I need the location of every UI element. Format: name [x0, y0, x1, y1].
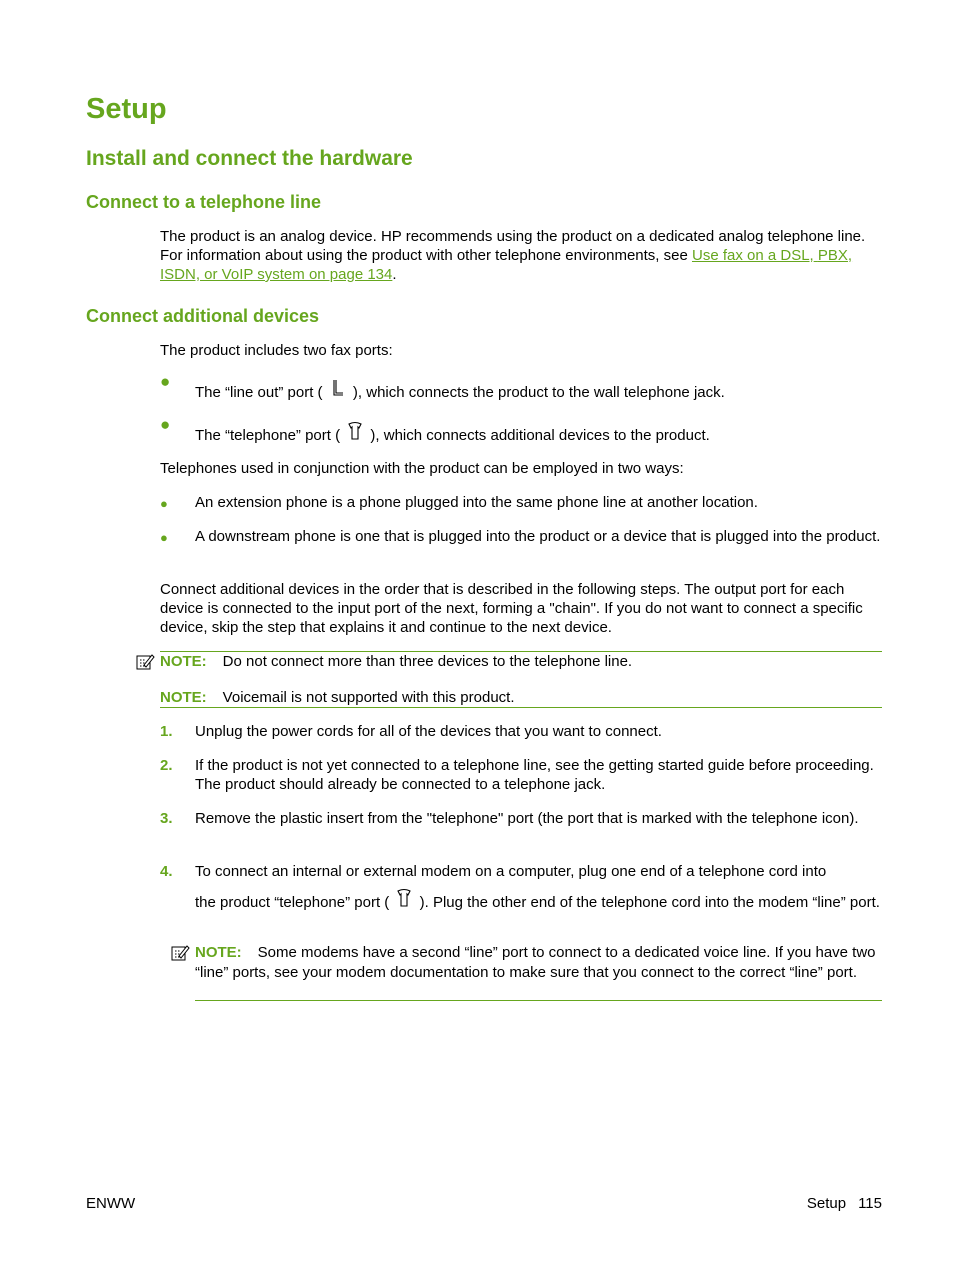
chain-paragraph: Connect additional devices in the order that is described in the following steps. The output port for each device is connected to the input port of the next, forming a "chain". If you do not want to connect a specific device, skip the step that explains it and continue to the next device. — [160, 581, 863, 636]
step-4-line1: To connect an internal or external modem on a computer, plug one end of a telephone cord into — [195, 863, 827, 880]
note-three-devices: NOTE: Do not connect more than three devices to the telephone line. — [160, 653, 633, 670]
step-number: 3. — [160, 810, 173, 827]
step-1-text: Unplug the power cords for all of the devices that you want to connect. — [195, 723, 662, 740]
bullet-icon: ● — [160, 372, 171, 391]
step-2-text: If the product is not yet connected to a telephone line, see the getting started guide before proceeding. The product should already be connected to a telephone jack. — [195, 757, 874, 793]
note-bottom-rule — [160, 707, 882, 708]
subheading-telephone-line: Connect to a telephone line — [86, 192, 322, 212]
telephone-port-icon — [395, 888, 413, 910]
step-number: 2. — [160, 757, 173, 774]
footer-right — [807, 1194, 882, 1213]
ways-intro: Telephones used in conjunction with the product can be employed in two ways: — [160, 460, 684, 477]
line-out-port-icon — [329, 378, 347, 400]
dsl-voip-link[interactable]: Use fax on a DSL, PBX, ISDN, or VoIP system on page 134 — [160, 247, 853, 283]
list-item-extension-phone: An extension phone is a phone plugged into the same phone line at another location. — [195, 494, 758, 511]
telephone-port-icon — [346, 421, 364, 443]
footer-left: ENWW — [86, 1195, 136, 1212]
section-heading: Install and connect the hardware — [86, 147, 413, 170]
note-bottom-rule — [195, 1000, 882, 1001]
note-modem-line-ports: NOTE: Some modems have a second “line” port to connect to a dedicated voice line. If you have two “line” ports, see your modem documentation to make sure that you connect to the correct “line” port. — [195, 944, 876, 981]
bullet-icon: ● — [160, 530, 168, 545]
telephone-line-paragraph: The product is an analog device. HP recommends using the product on a dedicated analog telephone line. For information about using the product with other telephone environments, see Use fax on a DSL, PBX, ISDN, or VoIP system on page 134. — [160, 228, 866, 283]
step-number: 1. — [160, 723, 173, 740]
list-item-line-out-port: The “line out” port ( ), which connects the product to the wall telephone jack. — [195, 378, 882, 402]
note-icon — [135, 652, 155, 672]
step-4-text: the product “telephone” port ( ). Plug the other end of the telephone cord into the modem “line” port. — [195, 888, 882, 913]
step-number: 4. — [160, 863, 173, 880]
subheading-additional-devices: Connect additional devices — [86, 306, 320, 326]
list-item-telephone-port: The “telephone” port ( ), which connects additional devices to the product. — [195, 421, 882, 445]
bullet-icon: ● — [160, 415, 171, 434]
bullet-icon: ● — [160, 496, 168, 511]
page-number: 115 — [858, 1195, 882, 1212]
fax-ports-intro: The product includes two fax ports: — [160, 342, 393, 359]
list-item-downstream-phone: A downstream phone is one that is plugged into the product or a device that is plugged into the product. — [195, 528, 881, 545]
note-voicemail: NOTE: Voicemail is not supported with this product. — [160, 689, 515, 706]
footer-section: Setup — [806, 1195, 847, 1212]
page-title: Setup — [86, 93, 167, 125]
step-3-text: Remove the plastic insert from the "telephone" port (the port that is marked with the telephone icon). — [195, 810, 859, 827]
note-icon — [170, 943, 190, 963]
paragraph-text: The product is an analog device. HP recommends using the product on a dedicated analog telephone line. For information about using the product with other telephone environments, see — [160, 228, 866, 264]
